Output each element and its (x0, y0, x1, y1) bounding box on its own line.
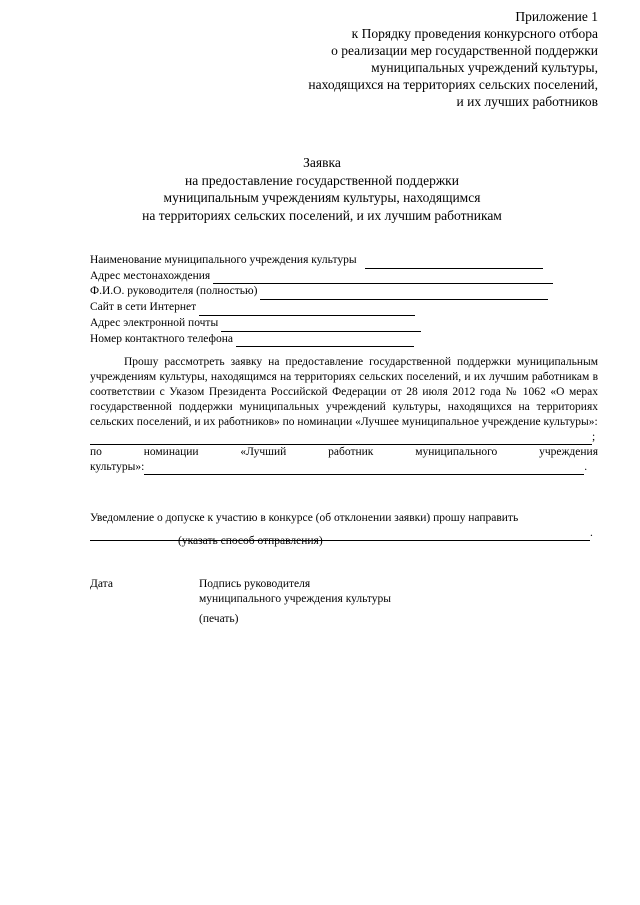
fill-line[interactable] (144, 463, 584, 475)
field-label: Сайт в сети Интернет (90, 301, 197, 314)
nomination-worker-row (90, 445, 598, 460)
nomination-word: «Лучший (240, 446, 287, 458)
annex-line: и их лучших работников (456, 94, 598, 109)
field-input-line[interactable] (236, 335, 414, 347)
annex-line: к Порядку проведения конкурсного отбора (351, 26, 598, 41)
notice-line (90, 526, 598, 541)
signature-block (199, 577, 391, 607)
signature-line: Подпись руководителя (199, 578, 311, 590)
notice-section (90, 511, 598, 541)
field-institution-name (90, 253, 590, 269)
field-input-line[interactable] (365, 257, 543, 269)
field-input-line[interactable] (260, 288, 548, 300)
title-line: на территориях сельских поселений, и их лучшим работникам (142, 207, 502, 223)
field-email (90, 316, 590, 332)
field-address (90, 269, 590, 285)
date-label: Дата (90, 578, 113, 590)
field-label: Номер контактного телефона (90, 332, 234, 345)
stamp-label: (печать) (199, 613, 239, 625)
annex-line: о реализации мер государственной поддержки (331, 43, 598, 58)
annex-line: находящихся на территориях сельских поселений, (308, 77, 598, 92)
annex-line: муниципальных учреждений культуры, (371, 60, 598, 75)
line-end: . (590, 527, 593, 539)
field-label: Адрес местонахождения (90, 269, 211, 282)
nomination-word: работник (328, 446, 374, 458)
line-end: ; (592, 431, 596, 443)
fill-line[interactable] (90, 433, 592, 445)
nomination-word: номинации (143, 446, 199, 458)
fill-line[interactable] (90, 529, 590, 541)
field-input-line[interactable] (213, 272, 553, 284)
field-label: Адрес электронной почты (90, 316, 219, 329)
nomination-worker-line (90, 460, 598, 475)
field-input-line[interactable] (221, 320, 421, 332)
field-website (90, 300, 590, 316)
signature-line: муниципального учреждения культуры (199, 593, 392, 605)
nomination-word: по (90, 446, 102, 458)
field-label: Наименование муниципального учреждения культуры (90, 254, 357, 266)
nomination-cont: культуры»: (90, 461, 145, 473)
document-title (92, 154, 552, 224)
nomination-word: учреждения (539, 446, 598, 458)
title-line: Заявка (303, 155, 341, 170)
request-section (90, 355, 598, 475)
request-paragraph: Прошу рассмотреть заявку на предоставление государственной поддержки муниципальным учреждениям культуры, находящимся на территориях сельских поселений, и их лучшим работникам в соответствии с Указом Президента Российской Федерации от 28 июля 2012 года № 1062 «О мерах государственной поддержки муниципальных учреждений культуры, находящихся на территориях сельских поселений, и их работников» по номинации «Лучшее муниципальное учреждение культуры»: (90, 356, 598, 428)
field-director-name (90, 284, 590, 300)
field-input-line[interactable] (199, 304, 415, 316)
nomination-word: муниципального (415, 446, 498, 458)
notice-text: Уведомление о допуске к участию в конкурсе (об отклонении заявки) прошу направить (90, 512, 519, 524)
title-line: на предоставление государственной поддержки (185, 172, 459, 188)
application-fields (90, 253, 590, 347)
annex-line: Приложение 1 (515, 9, 598, 24)
nomination-institution-line (90, 430, 598, 445)
title-line: муниципальным учреждениям культуры, находящимся (163, 190, 481, 205)
line-end: . (584, 461, 588, 473)
annex-header (178, 8, 598, 110)
field-phone (90, 332, 590, 348)
field-label: Ф.И.О. руководителя (полностью) (90, 285, 258, 298)
delivery-method-hint: (указать способ отправления) (178, 535, 323, 547)
